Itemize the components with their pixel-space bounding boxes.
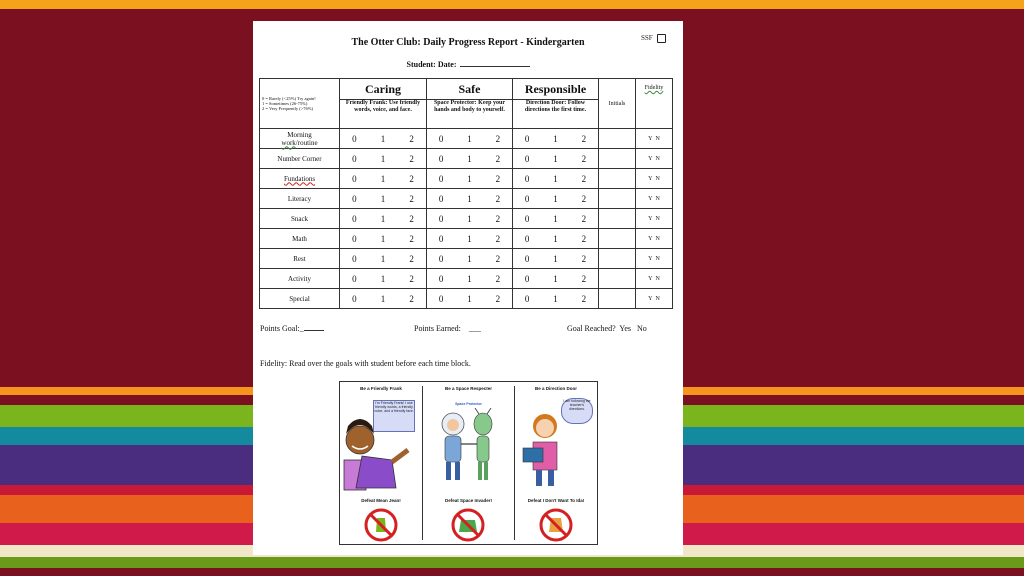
direction-door-bubble: I am following the teacher's directions. xyxy=(561,398,593,424)
row-label: Literacy xyxy=(260,189,340,209)
header-safe: Safe xyxy=(427,79,513,100)
caring-score[interactable]: 0 1 2 xyxy=(340,149,427,169)
safe-score[interactable]: 0 1 2 xyxy=(427,269,513,289)
points-earned xyxy=(414,324,481,333)
space-respecter-footer: Defeat Space Invader! xyxy=(444,498,493,503)
safe-score[interactable]: 0 1 2 xyxy=(427,229,513,249)
space-protector-tag: Space Protector xyxy=(455,402,482,406)
safe-score[interactable]: 0 1 2 xyxy=(427,249,513,269)
fidelity-cell[interactable]: Y N xyxy=(636,169,673,189)
table-row xyxy=(260,249,673,269)
student-date-line xyxy=(253,59,683,69)
fidelity-cell[interactable]: Y N xyxy=(636,189,673,209)
header-responsible: Responsible xyxy=(513,79,599,100)
no-mean-jean-icon xyxy=(364,508,398,542)
caring-score[interactable]: 0 1 2 xyxy=(340,169,427,189)
row-label: Math xyxy=(260,229,340,249)
initials-cell[interactable] xyxy=(599,289,636,309)
goal-reached-yes[interactable]: Yes xyxy=(619,324,631,333)
score-legend: 0 = Rarely (<25%) Try again! 1 = Sometimes (26-75%) 2 = Very Frequently (>76%) xyxy=(260,79,340,129)
fidelity-note: Fidelity: Read over the goals with student before each time block. xyxy=(260,359,471,368)
row-label: Number Corner xyxy=(260,149,340,169)
ssf-label: SSF xyxy=(641,34,653,42)
caring-description: Friendly Frank: Use friendly words, voice, and face. xyxy=(340,100,427,129)
row-label: Snack xyxy=(260,209,340,229)
table-row xyxy=(260,289,673,309)
caring-score[interactable]: 0 1 2 xyxy=(340,209,427,229)
responsible-score[interactable]: 0 1 2 xyxy=(513,209,599,229)
space-respecter-heading: Be a Space Respecter xyxy=(444,386,493,391)
safe-score[interactable]: 0 1 2 xyxy=(427,189,513,209)
initials-cell[interactable] xyxy=(599,249,636,269)
fidelity-cell[interactable]: Y N xyxy=(636,269,673,289)
ssf-checkbox[interactable] xyxy=(657,34,666,43)
direction-door-heading: Be a Direction Door xyxy=(534,386,577,391)
direction-door-figure xyxy=(519,410,575,490)
table-row xyxy=(260,229,673,249)
points-earned-label: Points Earned: xyxy=(414,324,461,333)
space-respecter-panel xyxy=(423,382,514,544)
safe-score[interactable]: 0 1 2 xyxy=(427,169,513,189)
friendly-frank-panel xyxy=(340,382,422,544)
initials-cell[interactable] xyxy=(599,169,636,189)
responsible-score[interactable]: 0 1 2 xyxy=(513,289,599,309)
initials-cell[interactable] xyxy=(599,229,636,249)
initials-cell[interactable] xyxy=(599,209,636,229)
caring-score[interactable]: 0 1 2 xyxy=(340,289,427,309)
no-space-invader-icon xyxy=(451,508,485,542)
safe-description: Space Protector: Keep your hands and body to yourself. xyxy=(427,100,513,129)
fidelity-cell[interactable]: Y N xyxy=(636,209,673,229)
row-label: Morning work/routine xyxy=(260,129,340,149)
responsible-score[interactable]: 0 1 2 xyxy=(513,149,599,169)
table-row xyxy=(260,169,673,189)
friendly-frank-figure xyxy=(342,398,420,494)
fidelity-cell[interactable]: Y N xyxy=(636,289,673,309)
table-row xyxy=(260,209,673,229)
fidelity-cell[interactable]: Y N xyxy=(636,149,673,169)
safe-score[interactable]: 0 1 2 xyxy=(427,289,513,309)
responsible-score[interactable]: 0 1 2 xyxy=(513,129,599,149)
initials-cell[interactable] xyxy=(599,269,636,289)
caring-score[interactable]: 0 1 2 xyxy=(340,249,427,269)
report-title: The Otter Club: Daily Progress Report - Kindergarten xyxy=(351,37,585,48)
fidelity-cell[interactable]: Y N xyxy=(636,229,673,249)
space-figures xyxy=(435,408,503,486)
row-label: Rest xyxy=(260,249,340,269)
header-row xyxy=(260,79,673,100)
points-goal xyxy=(260,324,324,333)
progress-table xyxy=(259,78,673,309)
student-date-label: Student: Date: xyxy=(406,60,457,69)
expectations-illustration xyxy=(339,381,598,545)
responsible-score[interactable]: 0 1 2 xyxy=(513,269,599,289)
stripe-maroon-2 xyxy=(0,568,1024,576)
row-label: Fundations xyxy=(260,169,340,189)
points-goal-label: Points Goal: xyxy=(260,324,300,333)
header-caring: Caring xyxy=(340,79,427,100)
fidelity-cell[interactable]: Y N xyxy=(636,249,673,269)
initials-cell[interactable] xyxy=(599,149,636,169)
stripe-lime xyxy=(0,557,1024,568)
points-earned-value[interactable]: ___ xyxy=(468,324,481,333)
safe-score[interactable]: 0 1 2 xyxy=(427,129,513,149)
row-label: Activity xyxy=(260,269,340,289)
friendly-frank-footer: Defeat Mean Jean! xyxy=(361,498,401,503)
caring-score[interactable]: 0 1 2 xyxy=(340,269,427,289)
initials-cell[interactable] xyxy=(599,189,636,209)
responsible-score[interactable]: 0 1 2 xyxy=(513,169,599,189)
row-label: Special xyxy=(260,289,340,309)
responsible-score[interactable]: 0 1 2 xyxy=(513,249,599,269)
direction-door-footer: Defeat I Don't Want To Ida! xyxy=(527,498,585,503)
points-goal-value[interactable]: _ xyxy=(299,324,304,333)
caring-score[interactable]: 0 1 2 xyxy=(340,189,427,209)
safe-score[interactable]: 0 1 2 xyxy=(427,149,513,169)
progress-report-page xyxy=(253,21,683,555)
no-dont-want-to-ida-icon xyxy=(539,508,573,542)
goal-reached-no[interactable]: No xyxy=(636,324,647,333)
responsible-score[interactable]: 0 1 2 xyxy=(513,189,599,209)
table-row xyxy=(260,269,673,289)
fidelity-header: Fidelity xyxy=(636,79,673,129)
safe-score[interactable]: 0 1 2 xyxy=(427,209,513,229)
student-date-blank[interactable] xyxy=(460,59,530,67)
table-row xyxy=(260,189,673,209)
friendly-frank-heading: Be a Friendly Frank xyxy=(360,386,402,391)
fidelity-cell[interactable]: Y N xyxy=(636,129,673,149)
responsible-score[interactable]: 0 1 2 xyxy=(513,229,599,249)
initials-header: Initials xyxy=(599,79,636,129)
friendly-frank-bubble: I'm Friendly Frank! I use friendly words, a friendly voice, and a friendly face. xyxy=(373,400,415,432)
direction-door-panel xyxy=(515,382,597,544)
top-stripe xyxy=(0,0,1024,9)
goal-reached-label: Goal Reached? xyxy=(567,324,616,333)
table-row xyxy=(260,149,673,169)
initials-cell[interactable] xyxy=(599,129,636,149)
caring-score[interactable]: 0 1 2 xyxy=(340,129,427,149)
responsible-description: Direction Door: Follow directions the first time. xyxy=(513,100,599,129)
table-row xyxy=(260,129,673,149)
caring-score[interactable]: 0 1 2 xyxy=(340,229,427,249)
goal-reached xyxy=(567,324,647,333)
